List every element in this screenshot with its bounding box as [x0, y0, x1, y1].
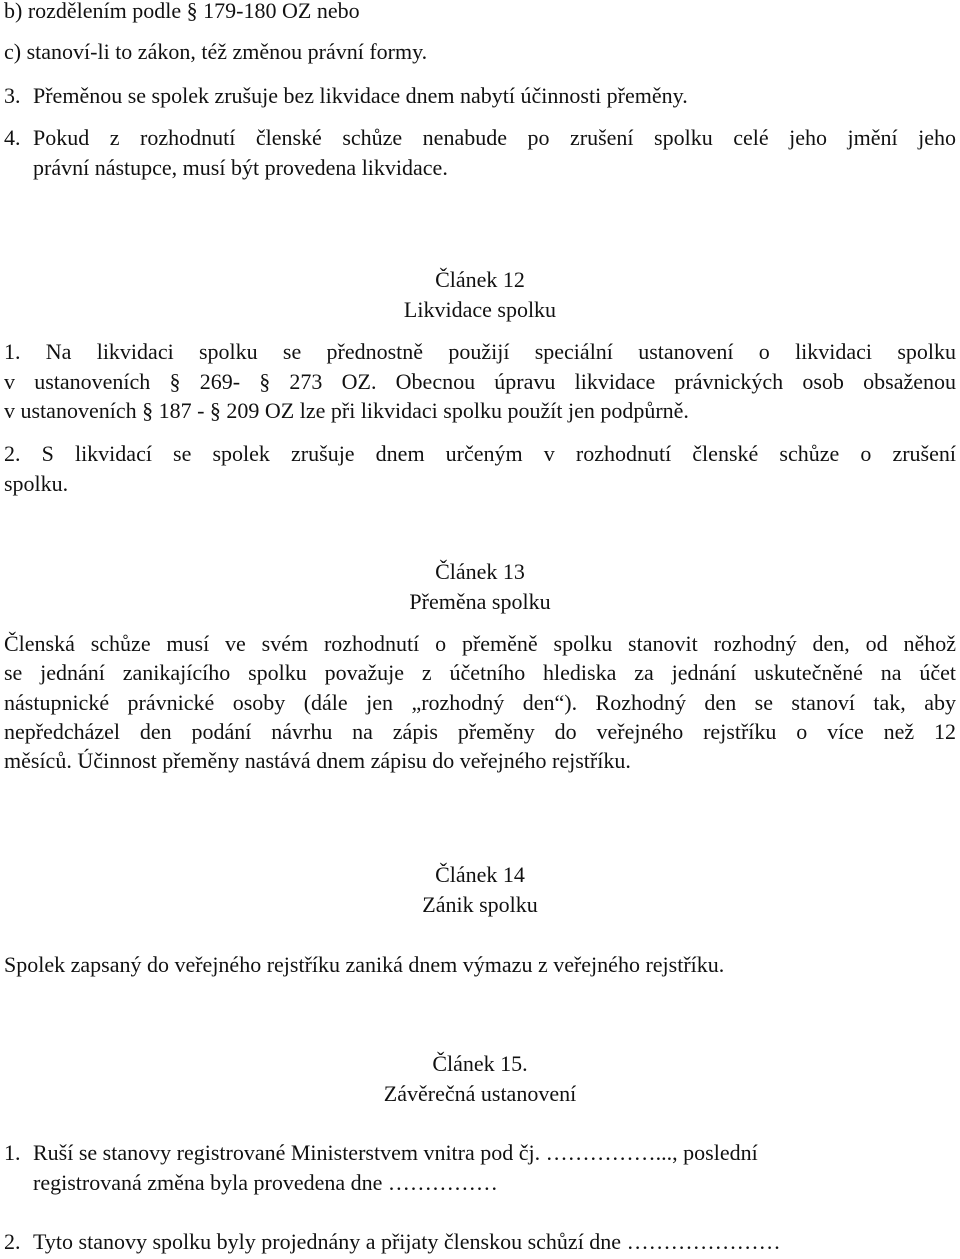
article-12-paragraph-1c: v ustanoveních § 187 - § 209 OZ lze při likvidaci spolku použít jen podpůrně. — [4, 398, 689, 423]
list-item-c: c) stanoví-li to zákon, též změnou právní formy. — [4, 39, 428, 64]
article-14-title: Zánik spolku — [422, 892, 538, 917]
article-15-item-2: Tyto stanovy spolku byly projednány a přijaty členskou schůzí dne ………………… — [33, 1229, 781, 1254]
article-15-item-number-2: 2. — [4, 1229, 21, 1254]
article-13-heading: Článek 13 — [435, 559, 525, 584]
article-13-line-2: se jednání zanikajícího spolku považuje z účetního hlediska za jednání uskutečněné na účet — [4, 660, 956, 685]
article-12-paragraph-1a: 1. Na likvidaci spolku se přednostně použijí speciální ustanovení o likvidaci spolku — [4, 339, 956, 364]
item-text-4b: právní nástupce, musí být provedena likvidace. — [33, 155, 448, 180]
article-13-line-4: nepředcházel den podání návrhu na zápis přeměny do veřejného rejstříku o více než 12 — [4, 719, 956, 744]
article-15-item-1a: Ruší se stanovy registrované Ministerstvem vnitra pod čj. ……………..., poslední — [33, 1140, 758, 1165]
item-number-4: 4. — [4, 125, 21, 150]
article-12-paragraph-1b: v ustanoveních § 269- § 273 OZ. Obecnou úpravu likvidace právnických osob obsaženou — [4, 369, 956, 394]
article-15-item-number-1: 1. — [4, 1140, 21, 1165]
article-13-line-5: měsíců. Účinnost přeměny nastává dnem zápisu do veřejného rejstříku. — [4, 748, 631, 773]
article-14-heading: Článek 14 — [435, 862, 525, 887]
article-13-title: Přeměna spolku — [409, 589, 551, 614]
article-13-line-1: Členská schůze musí ve svém rozhodnutí o přeměně spolku stanovit rozhodný den, od něhož — [4, 631, 956, 656]
list-item-b: b) rozdělením podle § 179-180 OZ nebo — [4, 0, 360, 23]
article-12-heading: Článek 12 — [435, 267, 525, 292]
item-number-3: 3. — [4, 83, 21, 108]
article-15-item-1b: registrovaná změna byla provedena dne …………… — [33, 1170, 498, 1195]
article-13-line-3: nástupnické právnické osoby (dále jen „rozhodný den“). Rozhodný den se stanoví tak, aby — [4, 690, 956, 715]
article-15-heading: Článek 15. — [432, 1051, 528, 1076]
item-text-3: Přeměnou se spolek zrušuje bez likvidace dnem nabytí účinnosti přeměny. — [33, 83, 688, 108]
article-12-title: Likvidace spolku — [403, 297, 557, 322]
item-text-4a: Pokud z rozhodnutí členské schůze nenabude po zrušení spolku celé jeho jmění jeho — [33, 125, 956, 150]
article-14-paragraph: Spolek zapsaný do veřejného rejstříku zaniká dnem výmazu z veřejného rejstříku. — [4, 952, 725, 977]
article-12-paragraph-2a: 2. S likvidací se spolek zrušuje dnem určeným v rozhodnutí členské schůze o zrušení — [4, 441, 956, 466]
article-12-paragraph-2b: spolku. — [4, 471, 69, 496]
article-15-title: Závěrečná ustanovení — [383, 1081, 577, 1106]
